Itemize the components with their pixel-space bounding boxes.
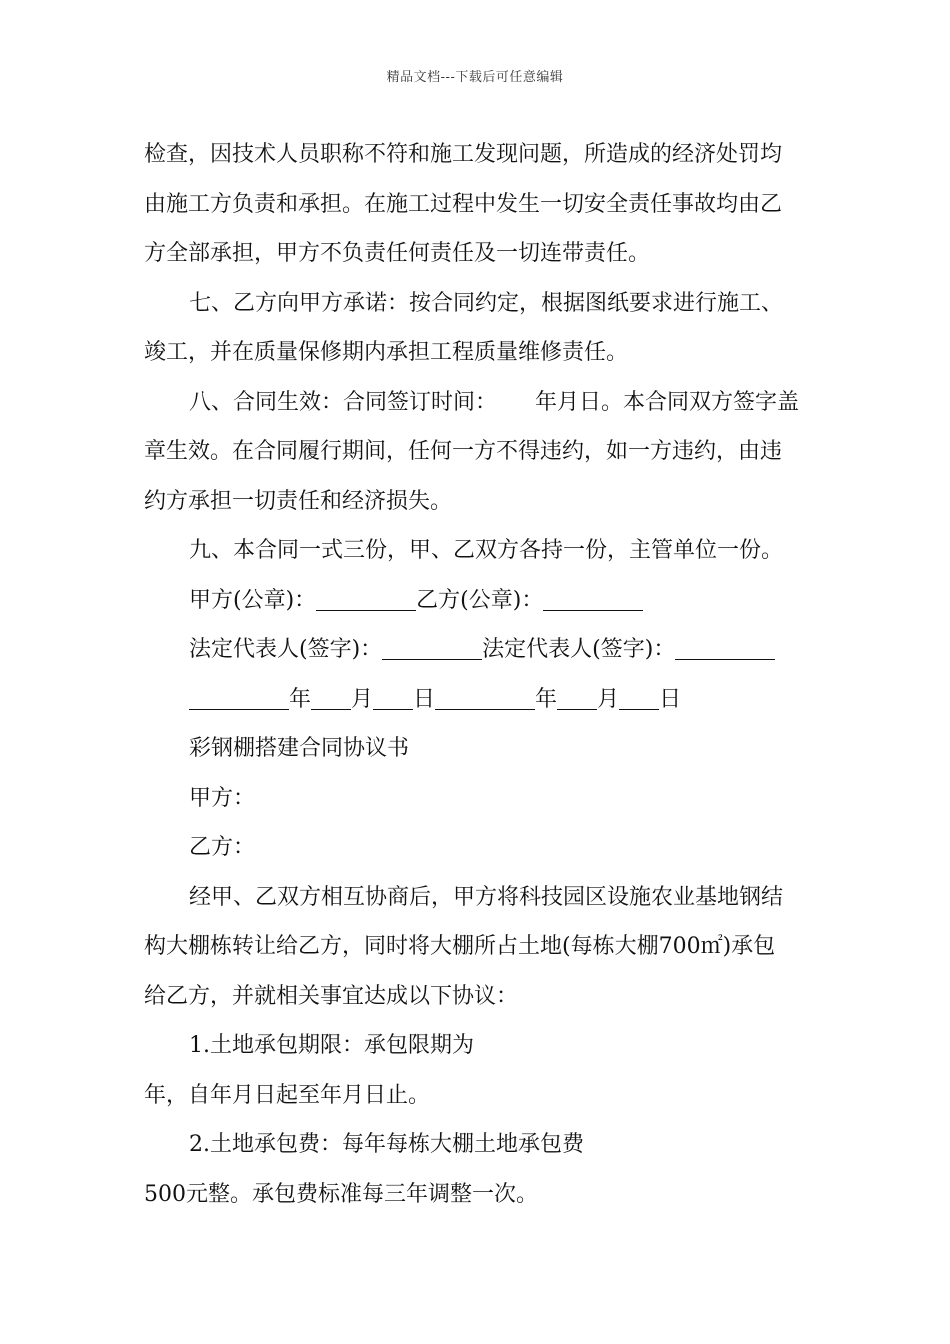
- date-line: [144, 675, 809, 725]
- party-b-line: 乙方：: [189, 835, 256, 860]
- party-a-rep-blank: [382, 637, 482, 660]
- paragraph-line: 七、乙方向甲方承诺：按合同约定，根据图纸要求进行施工、: [189, 290, 784, 316]
- signature-line: [144, 625, 809, 675]
- paragraph-line: 章生效。在合同履行期间，任何一方不得违约，如一方违约，由违: [144, 439, 783, 464]
- day-blank: [619, 687, 659, 710]
- document-body: [144, 130, 809, 1219]
- paragraph-line: 经甲、乙双方相互协商后，甲方将科技园区设施农业基地钢结: [189, 884, 784, 910]
- party-b-seal-label: 乙方(公章)：: [416, 587, 544, 613]
- paragraph-line: 竣工，并在质量保修期内承担工程质量维修责任。: [144, 340, 629, 365]
- paragraph-line: 年，自年月日起至年月日止。: [144, 1082, 431, 1108]
- party-b-rep-label: 法定代表人(签字)：: [482, 637, 676, 662]
- party-a-seal-label: 甲方(公章)：: [189, 587, 317, 613]
- paragraph-line: 约方承担一切责任和经济损失。: [144, 488, 453, 514]
- party-b-seal-blank: [543, 588, 643, 611]
- agreement-title: 彩钢棚搭建合同协议书: [189, 736, 410, 761]
- contract-effective-text: 年月日。本合同双方签字盖: [535, 389, 800, 415]
- paragraph-line: 给乙方，并就相关事宜达成以下协议：: [144, 983, 519, 1009]
- party-a-line: 甲方：: [189, 785, 256, 811]
- party-b-rep-blank: [675, 637, 775, 660]
- clause-line: 1.土地承包期限：承包限期为: [189, 1033, 474, 1058]
- year-label: 年: [289, 686, 312, 712]
- contract-effective-line: [144, 378, 809, 428]
- party-a-seal-blank: [316, 588, 416, 611]
- paragraph-line: 九、本合同一式三份，甲、乙双方各持一份，主管单位一份。: [189, 538, 784, 563]
- year-label: 年: [535, 686, 558, 712]
- month-blank: [311, 687, 351, 710]
- month-label: 月: [597, 686, 620, 712]
- year-blank: [189, 687, 289, 710]
- month-label: 月: [351, 686, 374, 712]
- paragraph-line: 500元整。承包费标准每三年调整一次。: [144, 1181, 538, 1207]
- day-label: 日: [413, 686, 436, 712]
- paragraph-line: 由施工方负责和承担。在施工过程中发生一切安全责任事故均由乙: [144, 191, 783, 217]
- year-blank: [435, 687, 535, 710]
- party-a-rep-label: 法定代表人(签字)：: [189, 637, 383, 662]
- seal-line: [144, 576, 809, 626]
- paragraph-line: 检查，因技术人员职称不符和施工发现问题，所造成的经济处罚均: [144, 142, 783, 167]
- month-blank: [557, 687, 597, 710]
- contract-effective-label: 八、合同生效：合同签订时间：: [189, 389, 498, 415]
- paragraph-line: 方全部承担，甲方不负责任何责任及一切连带责任。: [144, 241, 651, 266]
- day-blank: [373, 687, 413, 710]
- paragraph-line: 构大棚栋转让给乙方，同时将大棚所占土地(每栋大棚700㎡)承包: [144, 934, 776, 959]
- page-header: 精品文档---下载后可任意编辑: [386, 70, 564, 85]
- day-label: 日: [659, 686, 682, 712]
- clause-line: 2.土地承包费：每年每栋大棚土地承包费: [189, 1132, 584, 1157]
